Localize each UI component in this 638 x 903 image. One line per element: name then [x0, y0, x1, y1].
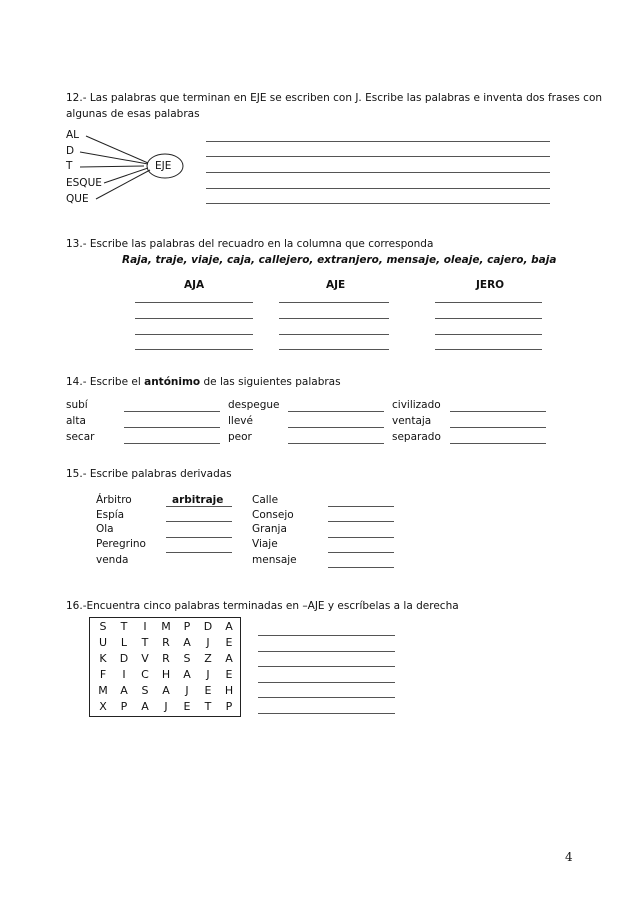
grid-letter[interactable]: J [206, 636, 210, 649]
ex13-aje-line[interactable] [279, 302, 389, 303]
ex16-instruction: 16.-Encuentra cinco palabras terminadas en –AJE y escríbelas a la derecha [66, 600, 459, 612]
ex12-answer-line[interactable] [206, 188, 550, 189]
ex12-answer-line[interactable] [206, 203, 550, 204]
ex15-answer-line[interactable] [166, 537, 232, 538]
ex13-jero-line[interactable] [435, 318, 542, 319]
ex15-answer-line[interactable] [328, 506, 394, 507]
grid-letter[interactable]: U [98, 636, 108, 649]
ex16-answer-line[interactable] [258, 666, 395, 667]
grid-letter[interactable]: V [141, 652, 149, 665]
grid-letter[interactable]: H [161, 668, 171, 681]
ex14-instruction-start: 14.- Escribe el [66, 376, 145, 388]
ex15-base-word: Calle [252, 494, 279, 506]
ex16-answer-line[interactable] [258, 682, 395, 683]
ex14-word: llevé [228, 415, 253, 427]
ex14-word: alta [66, 415, 86, 427]
ex13-aja-line[interactable] [135, 318, 253, 319]
ex15-answer-line[interactable] [166, 521, 232, 522]
ex15-example-answer: arbitraje [172, 494, 224, 506]
grid-letter[interactable]: J [164, 700, 168, 713]
ex15-answer-line[interactable] [328, 552, 394, 553]
grid-letter[interactable]: A [141, 700, 149, 713]
ex13-column-aja: AJA [184, 279, 205, 291]
grid-letter[interactable]: S [141, 684, 149, 697]
grid-letter[interactable]: A [120, 684, 128, 697]
grid-letter[interactable]: J [185, 684, 189, 697]
ex12-answer-line[interactable] [206, 156, 550, 157]
grid-letter[interactable]: F [99, 668, 107, 681]
ex12-instruction-line2: algunas de esas palabras [66, 108, 200, 120]
grid-letter[interactable]: L [120, 636, 128, 649]
ex13-word-bank: Raja, traje, viaje, caja, callejero, extranjero, mensaje, oleaje, cajero, baja [122, 254, 557, 266]
grid-letter[interactable]: M [98, 684, 108, 697]
grid-letter[interactable]: A [183, 636, 191, 649]
ex15-base-word: venda [96, 554, 129, 566]
grid-letter[interactable]: S [99, 620, 107, 633]
ex14-answer-line[interactable] [288, 443, 384, 444]
ex15-base-word: Viaje [252, 538, 278, 550]
ex14-answer-line[interactable] [124, 443, 220, 444]
grid-letter[interactable]: P [183, 620, 191, 633]
grid-letter[interactable]: A [162, 684, 170, 697]
ex14-answer-line[interactable] [288, 411, 384, 412]
grid-letter[interactable]: T [120, 620, 128, 633]
grid-letter[interactable]: P [120, 700, 128, 713]
grid-letter[interactable]: D [119, 652, 129, 665]
grid-letter[interactable]: E [225, 636, 233, 649]
ex12-prefix-que: QUE [66, 193, 89, 205]
ex15-answer-line[interactable] [328, 521, 394, 522]
ex14-word: separado [392, 431, 441, 443]
ex12-prefix-t: T [66, 160, 73, 172]
grid-letter[interactable]: X [99, 700, 107, 713]
grid-letter[interactable]: A [225, 652, 233, 665]
ex13-aje-line[interactable] [279, 334, 389, 335]
ex16-answer-line[interactable] [258, 697, 395, 698]
grid-letter[interactable]: A [183, 668, 191, 681]
ex13-instruction: 13.- Escribe las palabras del recuadro en la columna que corresponda [66, 238, 434, 250]
ex14-word: secar [66, 431, 95, 443]
grid-letter[interactable]: A [225, 620, 233, 633]
ex15-answer-line[interactable] [328, 567, 394, 568]
ex15-base-word: Árbitro [96, 494, 132, 506]
ex14-word: ventaja [392, 415, 432, 427]
grid-letter[interactable]: J [206, 668, 210, 681]
ex15-base-word: Granja [252, 523, 287, 535]
grid-letter[interactable]: K [99, 652, 107, 665]
ex15-base-word: Consejo [252, 509, 294, 521]
ex15-base-word: Espía [96, 509, 125, 521]
ex13-aje-line[interactable] [279, 318, 389, 319]
ex14-instruction-end: de las siguientes palabras [200, 376, 341, 388]
ex16-answer-line[interactable] [258, 651, 395, 652]
grid-letter[interactable]: R [162, 652, 170, 665]
ex13-aja-line[interactable] [135, 349, 253, 350]
ex14-answer-line[interactable] [124, 427, 220, 428]
ex14-answer-line[interactable] [450, 411, 546, 412]
ex13-jero-line[interactable] [435, 349, 542, 350]
grid-letter[interactable]: I [122, 668, 126, 681]
page-number: 4 [565, 850, 573, 864]
ex12-answer-line[interactable] [206, 141, 550, 142]
grid-letter[interactable]: E [225, 668, 233, 681]
ex15-base-word: mensaje [252, 554, 297, 566]
ex12-prefix-d: D [66, 145, 75, 157]
ex13-aja-line[interactable] [135, 302, 253, 303]
ex13-aje-line[interactable] [279, 349, 389, 350]
grid-letter[interactable]: R [162, 636, 170, 649]
ex14-answer-line[interactable] [288, 427, 384, 428]
ex14-word: subí [66, 399, 88, 411]
ex13-jero-line[interactable] [435, 334, 542, 335]
ex14-answer-line[interactable] [450, 427, 546, 428]
grid-letter[interactable]: M [161, 620, 171, 633]
ex13-column-jero: JERO [476, 279, 505, 291]
ex16-answer-line[interactable] [258, 635, 395, 636]
ex12-suffix-eje: EJE [155, 160, 172, 172]
ex15-answer-line[interactable] [166, 552, 232, 553]
ex16-answer-line[interactable] [258, 713, 395, 714]
ex13-jero-line[interactable] [435, 302, 542, 303]
ex15-answer-line[interactable] [166, 506, 232, 507]
grid-letter[interactable]: E [204, 684, 212, 697]
ex14-answer-line[interactable] [124, 411, 220, 412]
ex14-answer-line[interactable] [450, 443, 546, 444]
grid-letter[interactable]: E [183, 700, 191, 713]
ex14-instruction-keyword: antónimo [144, 376, 201, 388]
ex12-answer-line[interactable] [206, 172, 550, 173]
grid-letter[interactable]: D [203, 620, 213, 633]
ex14-word: despegue [228, 399, 280, 411]
grid-letter[interactable]: H [224, 684, 234, 697]
grid-letter[interactable]: P [225, 700, 233, 713]
ex15-base-word: Ola [96, 523, 114, 535]
ex13-aja-line[interactable] [135, 334, 253, 335]
grid-letter[interactable]: T [141, 636, 149, 649]
ex14-instruction [66, 376, 341, 388]
ex15-instruction: 15.- Escribe palabras derivadas [66, 468, 232, 480]
grid-letter[interactable]: I [143, 620, 147, 633]
ex15-answer-line[interactable] [328, 537, 394, 538]
ex14-word: civilizado [392, 399, 441, 411]
grid-letter[interactable]: Z [204, 652, 212, 665]
ex13-column-aje: AJE [326, 279, 346, 291]
ex14-word: peor [228, 431, 252, 443]
grid-letter[interactable]: C [141, 668, 149, 681]
ex16-letter-grid [89, 617, 241, 717]
grid-letter[interactable]: T [204, 700, 212, 713]
ex12-instruction-line1: 12.- Las palabras que terminan en EJE se escriben con J. Escribe las palabras e inventa dos frases con [66, 92, 603, 104]
ex12-prefix-al: AL [66, 129, 80, 141]
ex12-prefix-esque: ESQUE [66, 177, 102, 189]
grid-letter[interactable]: S [183, 652, 191, 665]
ex15-base-word: Peregrino [96, 538, 146, 550]
